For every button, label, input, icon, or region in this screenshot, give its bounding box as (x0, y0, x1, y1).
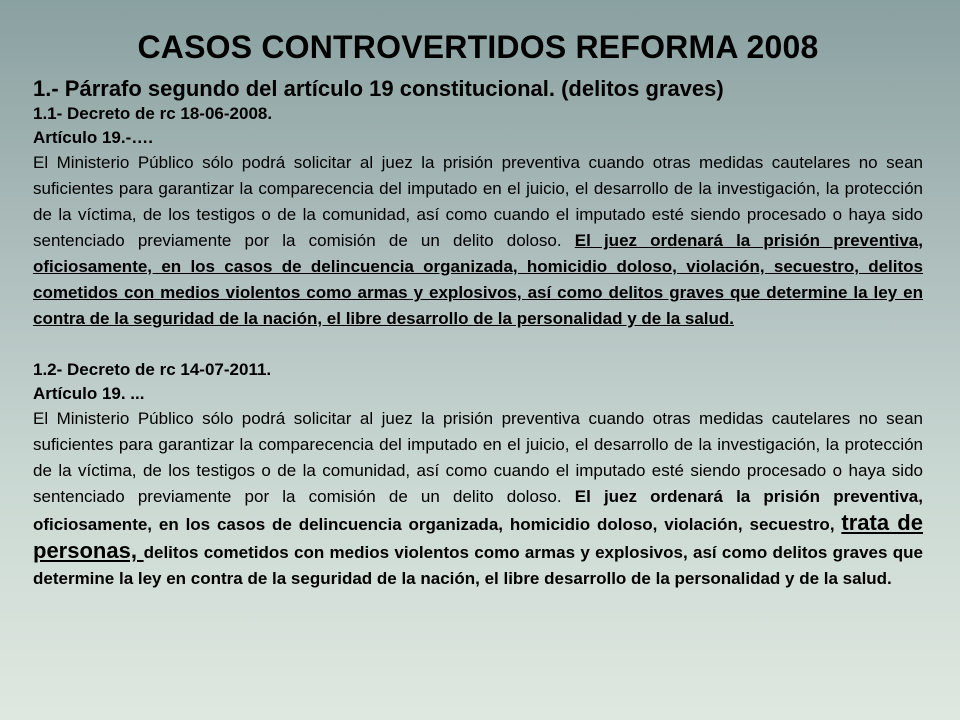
article-text-2011-highlight: trata de personas, (33, 510, 923, 563)
slide (33, 0, 923, 592)
article-text-2011 (33, 406, 923, 592)
article-text-2011-bold-a: El juez ordenará la prisión preventiva, oficiosamente, en los casos de delincuencia organizada, homicidio doloso, violación, secuestro, (33, 487, 923, 534)
article-text-2008 (33, 150, 923, 332)
decree-2008: 1.1- Decreto de rc 18-06-2008. (33, 104, 273, 123)
article-label-2008: Artículo 19.-…. (33, 128, 153, 147)
article-text-2011-plain: El Ministerio Público sólo podrá solicitar al juez la prisión preventiva cuando otras medidas cautelares no sean suficientes para garantizar la comparecencia del imputado en el juicio, el desarrollo de la investigación, la protección de la víctima, de los testigos o de la comunidad, así como cuando el imputado esté siendo procesado o haya sido sentenciado previamente por la comisión de un delito doloso. (33, 409, 923, 506)
section-heading: 1.- Párrafo segundo del artículo 19 constitucional. (delitos graves) (33, 76, 724, 101)
article-label-2011: Artículo 19. ... (33, 384, 145, 403)
spacer (33, 332, 923, 358)
decree-2011: 1.2- Decreto de rc 14-07-2011. (33, 360, 272, 379)
slide-title: CASOS CONTROVERTIDOS REFORMA 2008 (137, 29, 819, 65)
article-text-2008-plain: El Ministerio Público sólo podrá solicitar al juez la prisión preventiva cuando otras medidas cautelares no sean suficientes para garantizar la comparecencia del imputado en el juicio, el desarrollo de la investigación, la protección de la víctima, de los testigos o de la comunidad, así como cuando el imputado esté siendo procesado o haya sido sentenciado previamente por la comisión de un delito doloso. (33, 153, 923, 250)
article-text-2011-bold-b: delitos cometidos con medios violentos como armas y explosivos, así como delitos graves que determine la ley en contra de la seguridad de la nación, el libre desarrollo de la personalidad y de la salud. (33, 543, 923, 588)
article-text-2008-emphasis: El juez ordenará la prisión preventiva, oficiosamente, en los casos de delincuencia organizada, homicidio doloso, violación, secuestro, delitos cometidos con medios violentos como armas y explosivos, así como delitos graves que determine la ley en contra de la seguridad de la nación, el libre desarrollo de la personalidad y de la salud. (33, 231, 923, 328)
